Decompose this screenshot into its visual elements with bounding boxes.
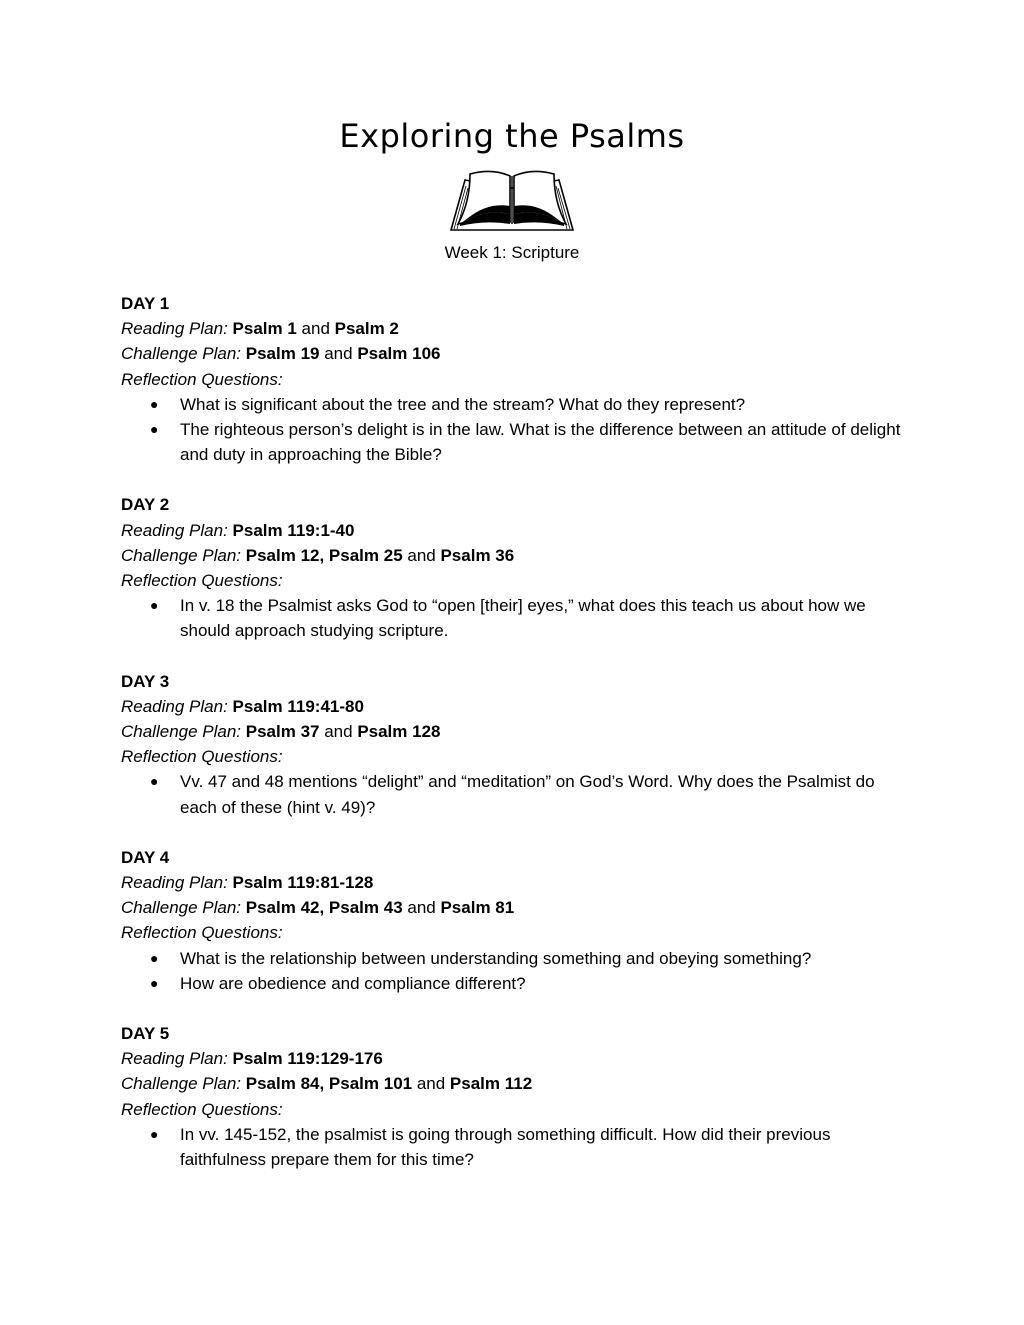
day-heading: DAY 2 [121, 495, 170, 515]
reading-plan-label: Reading Plan: [121, 696, 228, 716]
question-text: The righteous person’s delight is in the law. What is the difference between an attitude of delight and duty in approaching the Bible? [180, 420, 901, 465]
psalm-reference: Psalm 1 [232, 319, 297, 339]
day-section [121, 492, 921, 643]
conjunction: and [412, 1074, 450, 1094]
reading-schedule [121, 291, 921, 1197]
psalm-reference: Psalm 119:1-40 [232, 520, 355, 540]
reflection-questions-label: Reflection Questions: [121, 571, 283, 591]
question-item [121, 1122, 921, 1172]
bullet-icon: ● [150, 949, 159, 966]
bullet-icon: ● [150, 597, 159, 614]
question-text: Vv. 47 and 48 mentions “delight” and “meditation” on God’s Word. Why does the Psalmist do each of these (hint v. 49)? [180, 772, 875, 817]
question-list [121, 593, 921, 643]
bullet-icon: ● [150, 395, 159, 412]
psalm-reference: Psalm 128 [357, 722, 441, 742]
question-list [121, 769, 921, 819]
challenge-plan-label: Challenge Plan: [121, 722, 242, 742]
day-heading: DAY 5 [121, 1024, 170, 1044]
day-section [121, 669, 921, 820]
reflection-questions-label: Reflection Questions: [121, 747, 283, 767]
page-subtitle: Week 1: Scripture [444, 243, 580, 262]
reflection-questions-label: Reflection Questions: [121, 369, 283, 389]
conjunction: and [296, 319, 335, 339]
conjunction: and [319, 344, 358, 364]
question-text: How are obedience and compliance different? [180, 973, 526, 993]
bullet-icon: ● [150, 974, 159, 991]
reflection-questions-label: Reflection Questions: [121, 923, 283, 943]
question-list [121, 392, 921, 468]
challenge-plan-line [121, 895, 921, 920]
question-list [121, 946, 921, 996]
challenge-plan-label: Challenge Plan: [121, 898, 242, 918]
reading-plan-line [121, 694, 921, 719]
psalm-reference: Psalm 2 [334, 319, 399, 339]
question-item [121, 593, 921, 643]
psalm-reference: Psalm 112 [449, 1074, 533, 1094]
open-bible-icon [448, 166, 576, 234]
reading-plan-line [121, 1046, 921, 1071]
challenge-plan-label: Challenge Plan: [121, 344, 242, 364]
question-text: In vv. 145-152, the psalmist is going through something difficult. How did their previous faithfulness prepare them for this time? [180, 1124, 831, 1170]
day-heading: DAY 1 [121, 294, 170, 313]
question-item [121, 769, 921, 819]
reading-plan-label: Reading Plan: [121, 1049, 228, 1069]
bullet-icon: ● [150, 421, 159, 438]
psalm-reference: Psalm 81 [440, 898, 515, 918]
reading-plan-line [121, 316, 921, 341]
reflection-questions-label: Reflection Questions: [121, 1099, 283, 1119]
question-item [121, 946, 921, 971]
conjunction: and [402, 545, 441, 565]
question-item [121, 392, 921, 417]
psalm-reference: Psalm 42, Psalm 43 [245, 898, 403, 918]
reading-plan-line [121, 518, 921, 543]
day-heading: DAY 4 [121, 847, 170, 867]
conjunction: and [319, 722, 358, 742]
reading-plan-label: Reading Plan: [121, 873, 228, 893]
psalm-reference: Psalm 12, Psalm 25 [245, 545, 403, 565]
psalm-reference: Psalm 119:81-128 [232, 873, 374, 893]
psalm-reference: Psalm 106 [357, 344, 441, 364]
psalm-reference: Psalm 36 [440, 545, 515, 565]
reading-plan-line [121, 870, 921, 895]
challenge-plan-label: Challenge Plan: [121, 545, 242, 565]
question-item [121, 417, 921, 467]
challenge-plan-line [121, 719, 921, 744]
question-item [121, 971, 921, 996]
psalm-reference: Psalm 84, Psalm 101 [245, 1074, 413, 1094]
psalm-reference: Psalm 37 [245, 722, 320, 742]
day-section [121, 291, 921, 467]
reading-plan-label: Reading Plan: [121, 520, 228, 540]
question-list [121, 1122, 921, 1172]
day-section [121, 1021, 921, 1172]
question-text: What is the relationship between understanding something and obeying something? [180, 948, 812, 968]
bullet-icon: ● [150, 773, 159, 790]
challenge-plan-line [121, 341, 921, 366]
page-title: Exploring the Psalms [339, 117, 685, 155]
challenge-plan-line [121, 543, 921, 568]
bullet-icon: ● [150, 1125, 159, 1142]
question-text: In v. 18 the Psalmist asks God to “open [their] eyes,” what does this teach us about how we should approach studying scripture. [180, 596, 866, 641]
question-text: What is significant about the tree and the stream? What do they represent? [180, 394, 746, 414]
day-section [121, 845, 921, 996]
challenge-plan-line [121, 1071, 921, 1096]
reading-plan-label: Reading Plan: [121, 319, 228, 339]
conjunction: and [402, 898, 441, 918]
psalm-reference: Psalm 119:129-176 [232, 1049, 383, 1069]
day-heading: DAY 3 [121, 671, 170, 691]
psalm-reference: Psalm 119:41-80 [232, 696, 364, 716]
challenge-plan-label: Challenge Plan: [121, 1074, 242, 1094]
psalm-reference: Psalm 19 [245, 344, 320, 364]
